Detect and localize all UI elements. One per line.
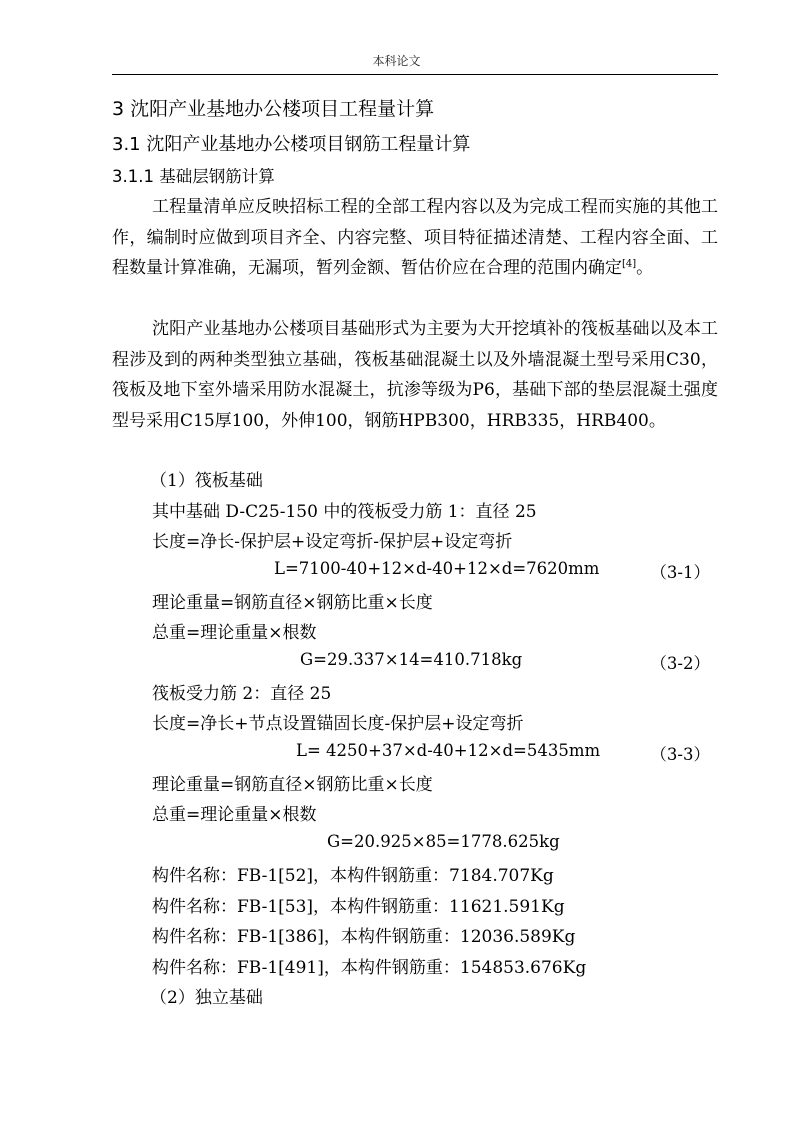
component-line: 构件名称：FB-1[52]，本构件钢筋重：7184.707Kg [152, 866, 554, 886]
component-line: 构件名称：FB-1[53]，本构件钢筋重：11621.591Kg [152, 897, 565, 917]
text-line: 理论重量=钢筋直径×钢筋比重×长度 [152, 775, 433, 795]
chapter-heading: 3 沈阳产业基地办公楼项目工程量计算 [112, 98, 435, 120]
paragraph-1-end: 。 [636, 258, 654, 279]
component-line: 构件名称：FB-1[491]，本构件钢筋重：154853.676Kg [152, 958, 587, 978]
formula-expression: L=7100-40+12×d-40+12×d=7620mm [274, 559, 600, 578]
section-raft-foundation: （1）筏板基础 [150, 471, 263, 491]
text-line: 总重=理论重量×根数 [152, 805, 317, 825]
formula-number: （3-1） [650, 563, 710, 582]
section-heading: 3.1 沈阳产业基地办公楼项目钢筋工程量计算 [112, 134, 471, 155]
formula-expression: G=20.925×85=1778.625kg [327, 832, 560, 851]
header-rule [112, 74, 718, 75]
subsection-heading: 3.1.1 基础层钢筋计算 [112, 167, 275, 186]
citation: [4] [622, 258, 637, 270]
page-header: 本科论文 [372, 54, 421, 68]
paragraph-2: 沈阳产业基地办公楼项目基础形式为主要为大开挖填补的筏板基础以及本工程涉及到的两种类型独立基础，筏板基础混凝土以及外墙混凝土型号采用C30，筏板及地下室外墙采用防水混凝土，抗渗等级为P6，基础下部的垫层混凝土强度型号采用C15厚100，外伸100，钢筋HPB300，HRB335，HRB400。 [112, 319, 718, 431]
section-isolated-foundation: （2）独立基础 [150, 988, 263, 1008]
formula-expression: L= 4250+37×d-40+12×d=5435mm [296, 741, 601, 760]
formula-number: （3-3） [650, 745, 710, 764]
formula-number: （3-2） [650, 654, 710, 673]
text-line: 理论重量=钢筋直径×钢筋比重×长度 [152, 593, 433, 613]
paragraph-1-text: 工程量清单应反映招标工程的全部工程内容以及为完成工程而实施的其他工作，编制时应做到项目齐全、内容完整、项目特征描述清楚、工程内容全面、工程数量计算准确，无漏项，暂列金额、暂估价应在合理的范围内确定 [112, 197, 718, 279]
component-line: 构件名称：FB-1[386]，本构件钢筋重：12036.589Kg [152, 927, 576, 947]
text-line: 长度=净长+节点设置锚固长度-保护层+设定弯折 [152, 714, 524, 734]
text-line: 总重=理论重量×根数 [152, 623, 317, 643]
paragraph-1 [112, 192, 718, 284]
formula-expression: G=29.337×14=410.718kg [300, 650, 523, 669]
text-line: 其中基础 D-C25-150 中的筏板受力筋 1：直径 25 [152, 502, 537, 522]
text-line: 筏板受力筋 2：直径 25 [152, 684, 332, 704]
text-line: 长度=净长-保护层+设定弯折-保护层+设定弯折 [152, 532, 513, 552]
